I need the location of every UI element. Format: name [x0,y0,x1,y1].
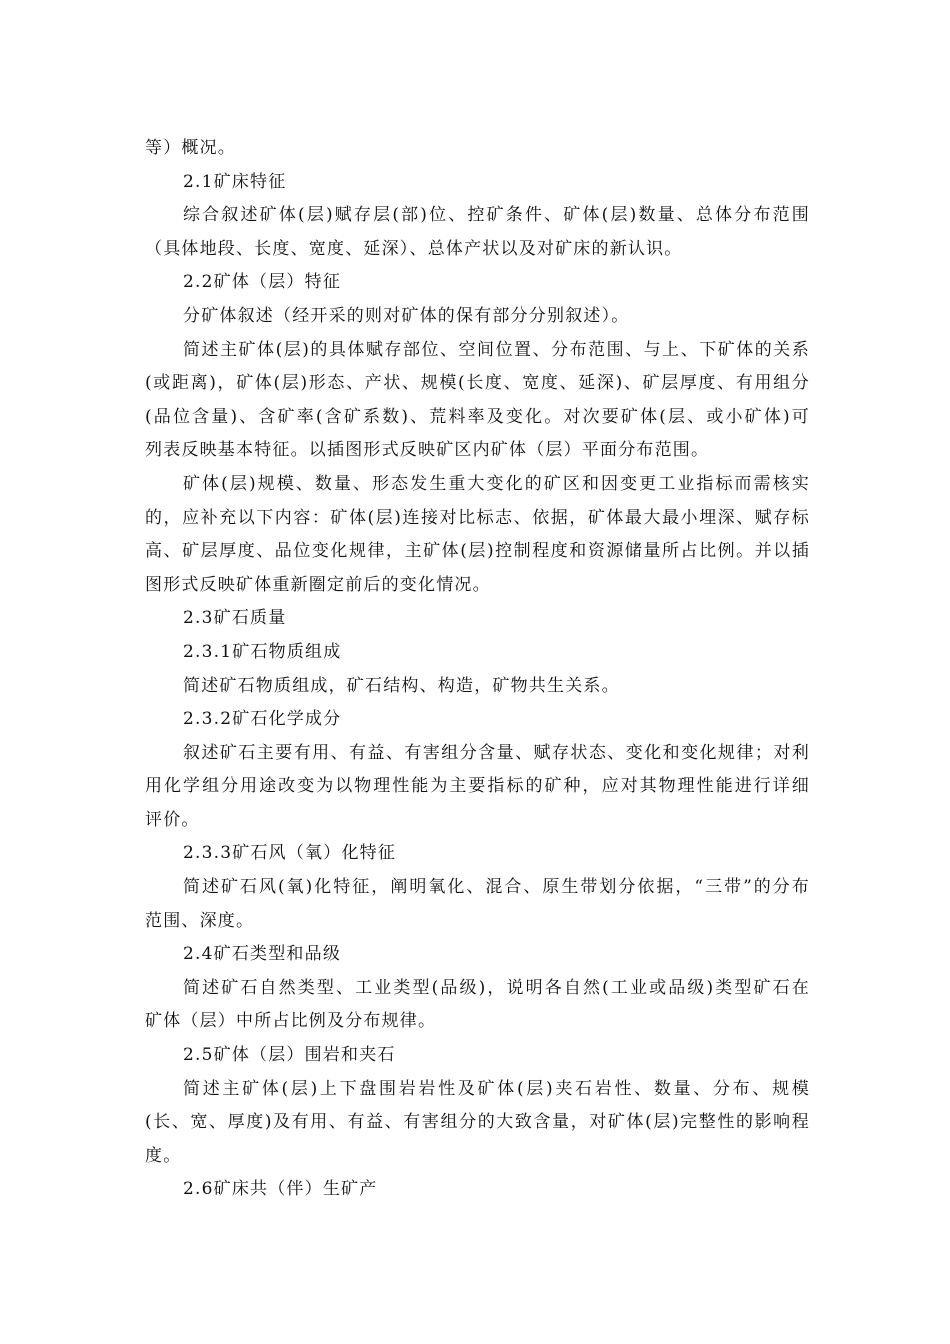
section-heading: 2.3.1矿石物质组成 [183,641,342,662]
document-body [145,132,810,1207]
paragraph-line: 综合叙述矿体(层)赋存层(部)位、控矿条件、矿体(层)数量、总体分布范围 [183,205,810,226]
paragraph-line: （具体地段、长度、宽度、延深）、总体产状以及对矿床的新认识。 [145,238,683,259]
paragraph-line: 范围、深度。 [145,910,255,931]
paragraph-line: (或距离)，矿体(层)形态、产状、规模(长度、宽度、延深)、矿层厚度、有用组分 [145,373,810,394]
section-heading: 2.1矿床特征 [183,171,287,192]
paragraph-line: 叙述矿石主要有用、有益、有害组分含量、赋存状态、变化和变化规律；对利 [183,742,810,763]
paragraph-line: 的，应补充以下内容：矿体(层)连接对比标志、依据，矿体最大最小埋深、赋存标 [145,507,810,528]
paragraph-line: 评价。 [145,809,200,830]
paragraph-line: 图形式反映矿体重新圈定前后的变化情况。 [145,574,491,595]
paragraph-line: 度。 [145,1145,182,1166]
paragraph-line: 矿体（层）中所占比例及分布规律。 [145,1011,437,1032]
section-heading: 2.3.2矿石化学成分 [183,709,342,730]
section-heading: 2.5矿体（层）围岩和夹石 [183,1045,396,1066]
paragraph-line: 简述主矿体(层)上下盘围岩岩性及矿体(层)夹石岩性、数量、分布、规模 [183,1078,810,1099]
paragraph-line: 简述矿石风(氧)化特征，阐明氧化、混合、原生带划分依据，“三带”的分布 [183,877,810,898]
paragraph-line: 简述矿石自然类型、工业类型(品级)，说明各自然(工业或品级)类型矿石在 [183,977,810,998]
paragraph-line: 分矿体叙述（经开采的则对矿体的保有部分分别叙述）。 [183,305,630,326]
paragraph-line: 列表反映基本特征。以插图形式反映矿区内矿体（层）平面分布范围。 [145,440,710,461]
paragraph-line: 高、矿层厚度、品位变化规律，主矿体(层)控制程度和资源储量所占比例。并以插 [145,541,810,562]
paragraph-line: 矿体(层)规模、数量、形态发生重大变化的矿区和因变更工业指标而需核实 [183,473,810,494]
paragraph-line: (长、宽、厚度)及有用、有益、有害组分的大致含量，对矿体(层)完整性的影响程 [145,1112,810,1133]
paragraph-line: 用化学组分用途改变为以物理性能为主要指标的矿种，应对其物理性能进行详细 [145,776,810,797]
paragraph-line: 简述矿石物质组成，矿石结构、构造，矿物共生关系。 [183,675,620,696]
section-heading: 2.6矿床共（伴）生矿产 [183,1179,378,1200]
paragraph-line: 等）概况。 [145,138,236,158]
paragraph-line: (品位含量)、含矿率(含矿系数)、荒料率及变化。对次要矿体(层、或小矿体)可 [145,406,810,427]
paragraph-line: 简述主矿体(层)的具体赋存部位、空间位置、分布范围、与上、下矿体的关系 [183,339,810,360]
section-heading: 2.4矿石类型和品级 [183,944,342,965]
section-heading: 2.2矿体（层）特征 [183,272,342,293]
section-heading: 2.3.3矿石风（氧）化特征 [183,843,397,864]
section-heading: 2.3矿石质量 [183,608,287,629]
